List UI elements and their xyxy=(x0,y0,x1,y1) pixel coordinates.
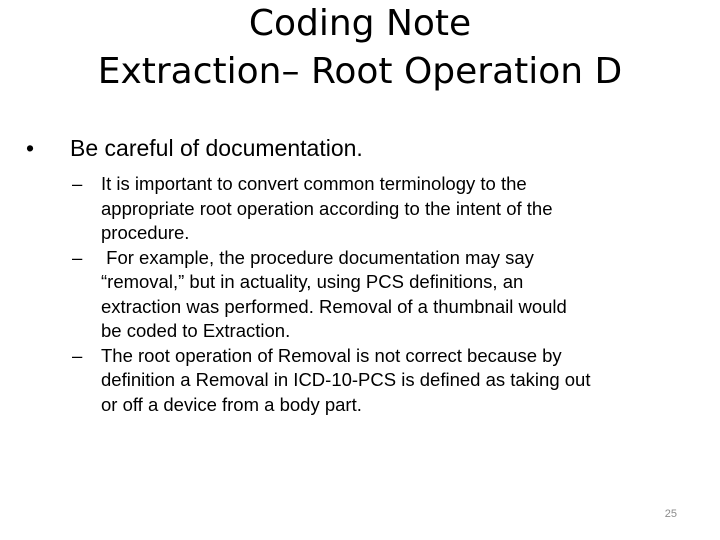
text-line: procedure. xyxy=(101,222,190,243)
text-line: definition a Removal in ICD-10-PCS is defined as taking out xyxy=(101,369,591,390)
sub-bullet-3 xyxy=(72,344,682,418)
text-line: “removal,” but in actuality, using PCS definitions, an xyxy=(101,271,524,292)
text-line: For example, the procedure documentation may say xyxy=(101,246,534,268)
text-line: extraction was performed. Removal of a thumbnail would xyxy=(101,295,567,317)
text-line: be coded to Extraction. xyxy=(101,320,291,341)
dash-marker: – xyxy=(72,246,83,268)
text-line: The root operation of Removal is not correct because by xyxy=(101,344,562,366)
sub-bullet-text xyxy=(101,344,682,418)
sub-bullet-1 xyxy=(72,172,682,246)
dash-marker: – xyxy=(72,173,83,194)
text-line: or off a device from a body part. xyxy=(101,393,362,415)
title-line-2: Extraction– Root Operation D xyxy=(97,51,623,92)
title-line-1: Coding Note xyxy=(248,3,472,44)
sub-bullet-text xyxy=(101,172,682,246)
bullet-marker: • xyxy=(26,135,35,161)
sub-bullet-text xyxy=(101,246,682,344)
slide-title xyxy=(0,0,720,96)
text-line: appropriate root operation according to the intent of the xyxy=(101,197,553,219)
main-bullet-text: Be careful of documentation. xyxy=(70,135,363,161)
text-line: It is important to convert common terminology to the xyxy=(101,173,527,194)
sub-bullet-2 xyxy=(72,246,682,344)
page-number: 25 xyxy=(664,508,677,520)
dash-marker: – xyxy=(72,344,83,366)
sub-bullet-list xyxy=(72,172,682,417)
